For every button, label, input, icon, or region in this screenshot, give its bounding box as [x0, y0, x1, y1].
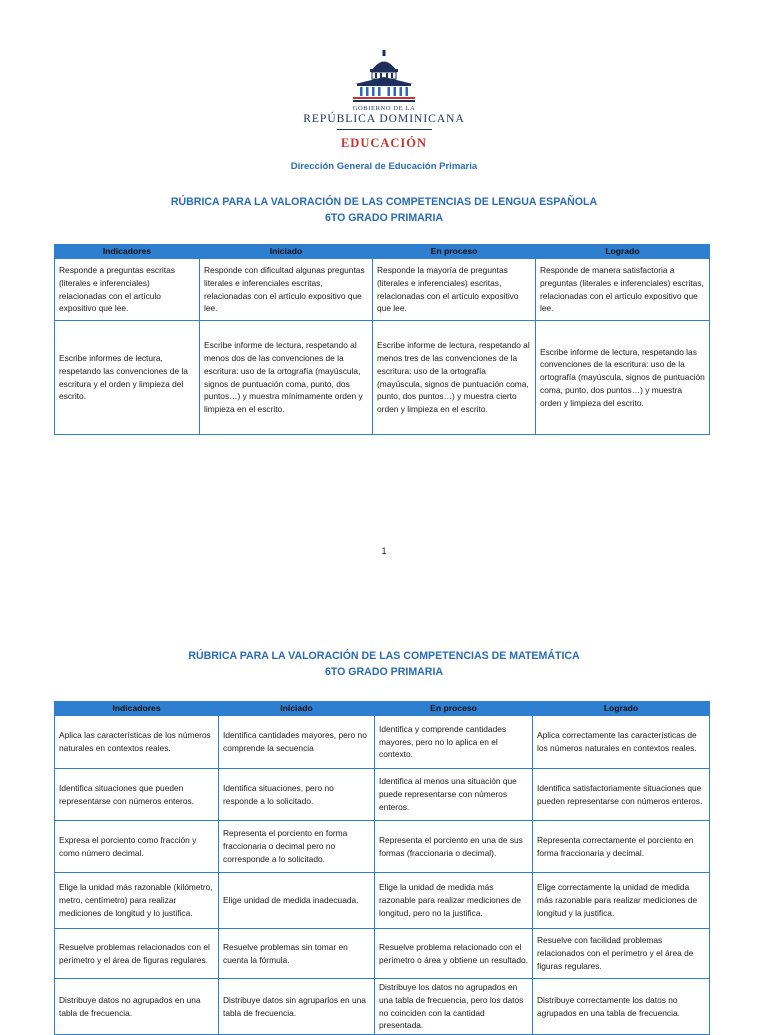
table-row: [55, 979, 710, 1035]
lengua-rubric-table: [54, 244, 710, 435]
column-header: Logrado: [536, 245, 710, 259]
government-line-2: REPÚBLICA DOMINICANA: [303, 113, 465, 125]
section1-title-line2: 6TO GRADO PRIMARIA: [324, 212, 444, 224]
section1-title: [0, 194, 768, 226]
table-header-row: [55, 245, 710, 259]
table-cell: Escribe informe de lectura, respetando al menos dos de las convenciones de la escritura: uso de la ortografía (mayúscula, signos de puntuación coma, punto, dos puntos…) y muestra mínimamente orden y limpieza en el escrito.: [200, 321, 373, 435]
table-cell: Resuelve con facilidad problemas relacionados con el perímetro y el área de figuras regulares.: [533, 929, 710, 979]
table-row: [55, 873, 710, 929]
government-line-1: GOBIERNO DE LA: [352, 105, 416, 112]
table-cell: Responde con dificultad algunas preguntas literales e inferenciales escritas, relacionadas con el artículo expositivo que lee.: [200, 259, 373, 321]
table-cell: Escribe informe de lectura, respetando al menos tres de las convenciones de la escritura: uso de la ortografía (mayúscula, signos de puntuación coma, punto, dos puntos…) y muestra cierto orden y limpieza en el escrito.: [373, 321, 536, 435]
table-cell: Representa el porciento en forma fraccionaria o decimal pero no corresponde a lo solicitado.: [219, 821, 375, 873]
table-cell: Aplica correctamente las características de los números naturales en contextos reales.: [533, 716, 710, 769]
table-cell: Elige la unidad de medida más razonable para realizar mediciones de longitud, pero no la justifica.: [375, 873, 533, 929]
government-building-icon: [351, 50, 417, 102]
table-cell: Identifica al menos una situación que puede representarse con números enteros.: [375, 769, 533, 821]
ministry-name: EDUCACIÓN: [340, 136, 428, 150]
table-row: [55, 821, 710, 873]
department-name: Dirección General de Educación Primaria: [290, 161, 478, 172]
table-cell: Responde la mayoría de preguntas (literales e inferenciales) escritas, relacionadas con el artículo expositivo que lee.: [373, 259, 536, 321]
table-cell: Aplica las características de los números naturales en contextos reales.: [55, 716, 219, 769]
header-logo: [0, 50, 768, 151]
table-cell: Elige la unidad más razonable (kilómetro, metro, centímetro) para realizar mediciones de longitud y lo justifica.: [55, 873, 219, 929]
table-cell: Responde de manera satisfactoria a preguntas (literales e inferenciales) escritas, relacionadas con el artículo expositivo que lee.: [536, 259, 710, 321]
matematica-rubric-table: [54, 701, 710, 1035]
table-row: [55, 769, 710, 821]
table-cell: Escribe informes de lectura, respetando las convenciones de la escritura y el orden y limpieza del escrito.: [55, 321, 200, 435]
table-cell: Resuelve problemas sin tomar en cuenta la fórmula.: [219, 929, 375, 979]
table-cell: Expresa el porciento como fracción y como número decimal.: [55, 821, 219, 873]
table-cell: Elige correctamente la unidad de medida más razonable para realizar mediciones de longitud y la justifica.: [533, 873, 710, 929]
section1-title-line1: RÚBRICA PARA LA VALORACIÓN DE LAS COMPETENCIAS DE LENGUA ESPAÑOLA: [170, 196, 598, 208]
table-cell: Identifica y comprende cantidades mayores, pero no lo aplica en el contexto.: [375, 716, 533, 769]
table-cell: Escribe informe de lectura, respetando las convenciones de la escritura: uso de la ortografía (mayúscula, signos de puntuación coma, punto, dos puntos…) y muestra orden y limpieza del escrito.: [536, 321, 710, 435]
table-cell: Elige unidad de medida inadecuada.: [219, 873, 375, 929]
column-header: Indicadores: [55, 245, 200, 259]
table-cell: Distribuye los datos no agrupados en una tabla de frecuencia, pero los datos no coinciden con la cantidad presentada.: [375, 979, 533, 1035]
table-cell: Representa correctamente el porciento en forma fraccionaria y decimal.: [533, 821, 710, 873]
table-cell: Resuelve problema relacionado con el perímetro o área y obtiene un resultado.: [375, 929, 533, 979]
table-row: [55, 929, 710, 979]
column-header: Indicadores: [55, 702, 219, 716]
section2-title-line2: 6TO GRADO PRIMARIA: [324, 666, 444, 678]
table-cell: Responde a preguntas escritas (literales e inferenciales) relacionadas con el artículo expositivo que lee.: [55, 259, 200, 321]
column-header: Iniciado: [200, 245, 373, 259]
table-header-row: [55, 702, 710, 716]
page-number: 1: [381, 546, 387, 556]
table-cell: Identifica situaciones que pueden representarse con números enteros.: [55, 769, 219, 821]
table-cell: Resuelve problemas relacionados con el perímetro y el área de figuras regulares.: [55, 929, 219, 979]
logo-divider: [337, 129, 432, 130]
column-header: En proceso: [373, 245, 536, 259]
table-cell: Distribuye datos no agrupados en una tabla de frecuencia.: [55, 979, 219, 1035]
table-cell: Distribuye datos sin agruparlos en una tabla de frecuencia.: [219, 979, 375, 1035]
section2-title-line1: RÚBRICA PARA LA VALORACIÓN DE LAS COMPETENCIAS DE MATEMÁTICA: [188, 650, 580, 662]
table-cell: Identifica situaciones, pero no responde a lo solicitado.: [219, 769, 375, 821]
table-cell: Representa el porciento en una de sus formas (fraccionaria o decimal).: [375, 821, 533, 873]
column-header: En proceso: [375, 702, 533, 716]
table-row: [55, 321, 710, 435]
table-cell: Distribuye correctamente los datos no agrupados en una tabla de frecuencia.: [533, 979, 710, 1035]
section2-title: [0, 648, 768, 680]
table-row: [55, 716, 710, 769]
table-cell: Identifica cantidades mayores, pero no comprende la secuencia: [219, 716, 375, 769]
column-header: Iniciado: [219, 702, 375, 716]
column-header: Logrado: [533, 702, 710, 716]
table-cell: Identifica satisfactoriamente situaciones que pueden representarse con números enteros.: [533, 769, 710, 821]
table-row: [55, 259, 710, 321]
